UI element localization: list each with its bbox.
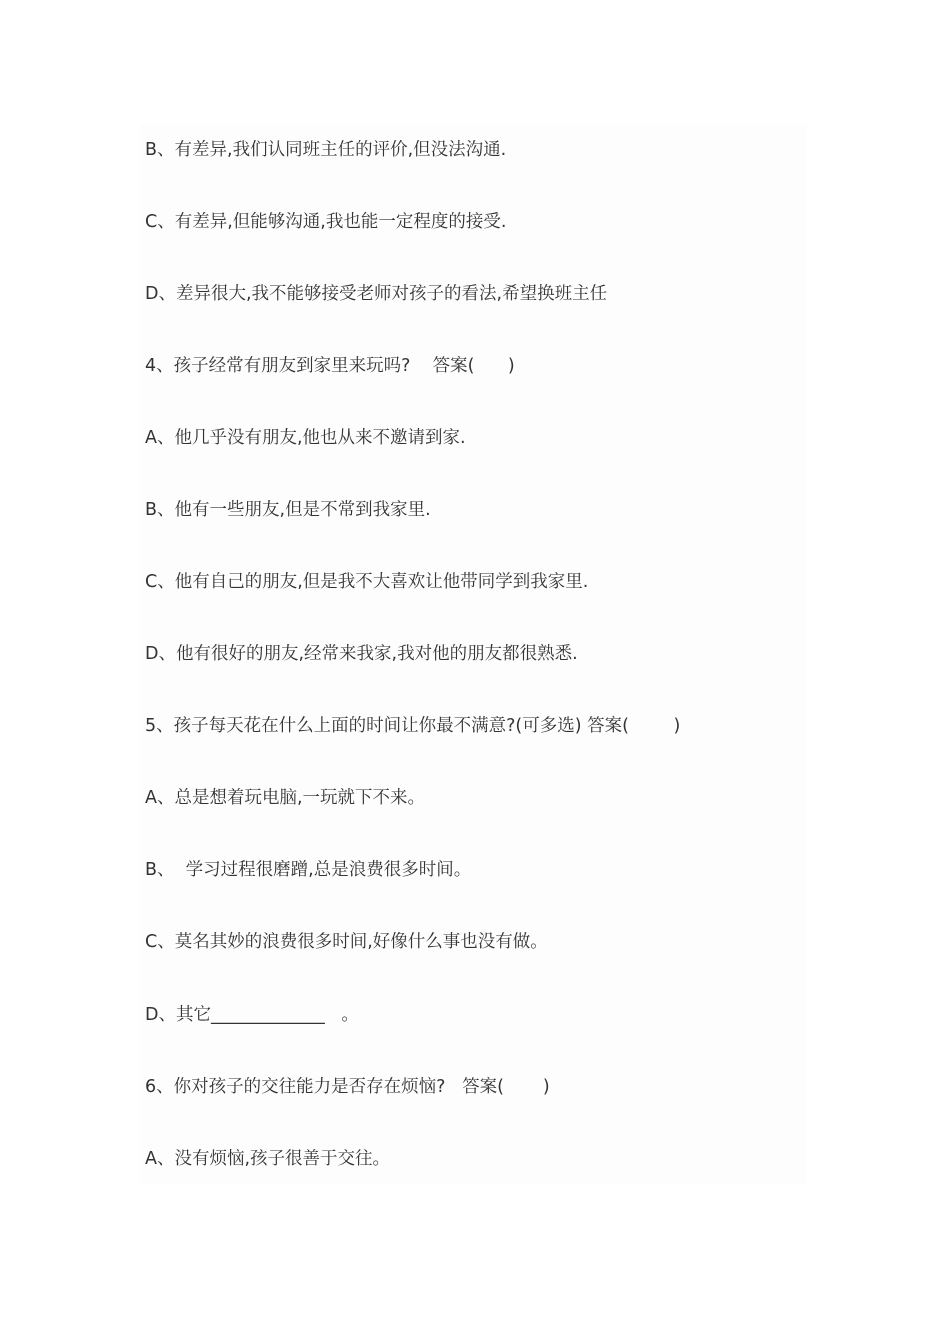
option-4a: A、他几乎没有朋友,他也从来不邀请到家.	[145, 428, 466, 448]
question-4: 4、孩子经常有朋友到家里来玩吗? 答案( )	[145, 356, 515, 376]
option-5b: B、 学习过程很磨蹭,总是浪费很多时间。	[145, 860, 472, 880]
option-4d: D、他有很好的朋友,经常来我家,我对他的朋友都很熟悉.	[145, 644, 578, 664]
option-5d: D、其它_____________ 。	[145, 1005, 359, 1025]
question-5: 5、孩子每天花在什么上面的时间让你最不满意?(可多选) 答案( )	[145, 716, 681, 736]
option-4b: B、他有一些朋友,但是不常到我家里.	[145, 500, 431, 520]
option-5c: C、莫名其妙的浪费很多时间,好像什么事也没有做。	[145, 932, 548, 952]
question-6: 6、你对孩子的交往能力是否存在烦恼? 答案( )	[145, 1077, 550, 1097]
option-3d: D、差异很大,我不能够接受老师对孩子的看法,希望换班主任	[145, 284, 608, 304]
option-5a: A、总是想着玩电脑,一玩就下不来。	[145, 788, 426, 808]
option-3c: C、有差异,但能够沟通,我也能一定程度的接受.	[145, 212, 507, 232]
option-6a: A、没有烦恼,孩子很善于交往。	[145, 1149, 391, 1169]
option-3b: B、有差异,我们认同班主任的评价,但没法沟通.	[145, 140, 507, 160]
option-4c: C、他有自己的朋友,但是我不大喜欢让他带同学到我家里.	[145, 572, 589, 592]
